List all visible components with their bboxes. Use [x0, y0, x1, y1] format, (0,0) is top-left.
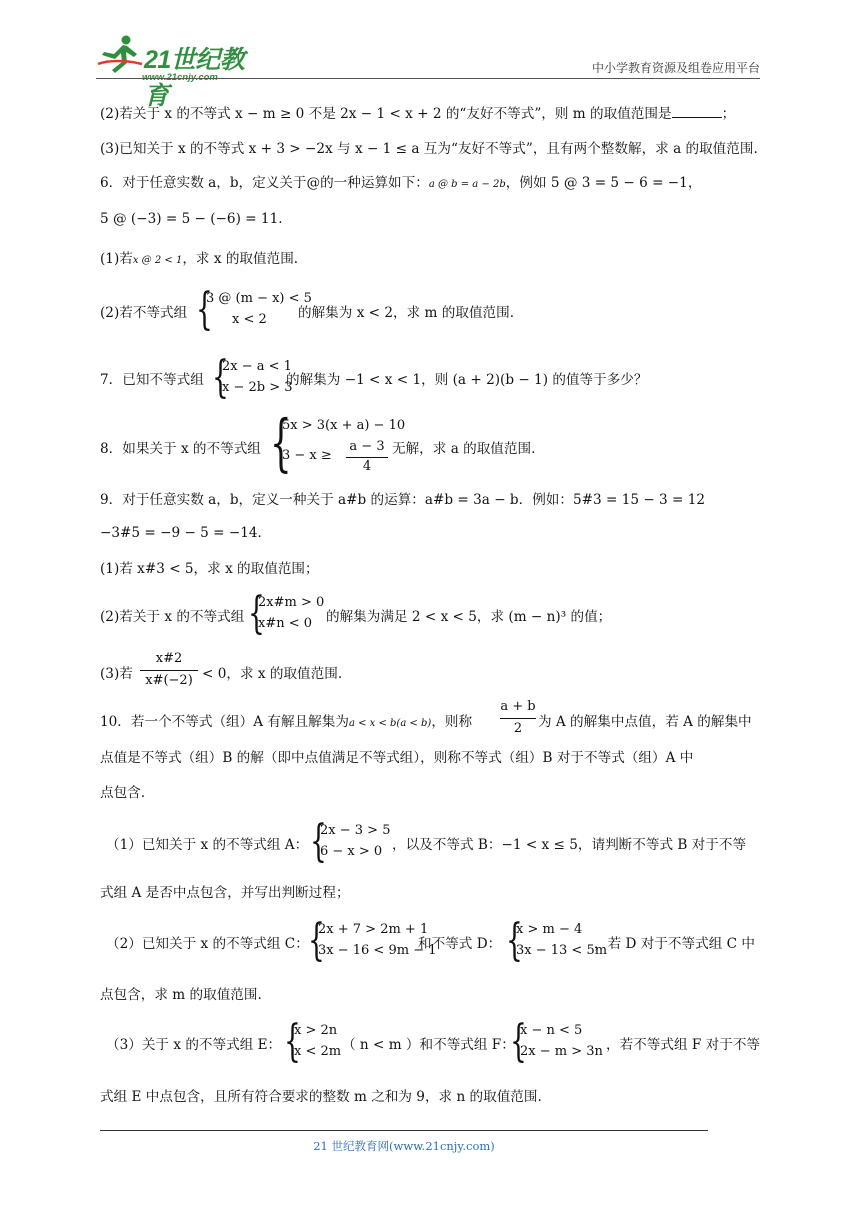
text-segment: (2)若关于 x 的不等式 x − m ≥ 0 不是 2x − 1 < x + 2 的“友好不等式”，则 m 的取值范围是 [100, 106, 672, 122]
brace-icon: { [506, 915, 523, 966]
question-9-example: −3#5 = −9 − 5 = −14． [100, 525, 272, 541]
system-row: 6 − x > 0 [320, 844, 383, 859]
question-10-part-2-mid: 和不等式 D： [418, 936, 502, 952]
question-10-part-2-tail: ，若 D 对于不等式组 C 中 [594, 936, 755, 952]
question-9-part-3-lead: (3)若 [100, 666, 133, 682]
question-5-part-3: (3)已知关于 x 的不等式 x + 3 > −2x 与 x − 1 ≤ a 互为“友好不等式”，且有两个整数解，求 a 的取值范围. [100, 141, 758, 157]
system-row: x#n < 0 [258, 616, 313, 631]
question-8-lead: 8．如果关于 x 的不等式组 [100, 441, 261, 457]
system-row: 3 @ (m − x) < 5 [206, 291, 312, 306]
system-row: x < 2m [294, 1044, 342, 1059]
question-10-intro-tail: 为 A 的解集中点值，若 A 的解集中 [538, 714, 752, 730]
system-row: 2x − 3 > 5 [320, 823, 391, 838]
fraction-bar [500, 718, 536, 719]
question-10-part-2-lead: （2）已知关于 x 的不等式组 C： [106, 936, 309, 952]
question-6-intro [100, 174, 701, 194]
text-segment: ； [721, 106, 736, 122]
question-9-part-2-lead: (2)若关于 x 的不等式组 [100, 609, 245, 625]
system-row: 3x − 16 < 9m − 1 [318, 943, 437, 958]
question-10-part-3-mid: （ n < m ）和不等式组 F： [342, 1037, 515, 1053]
fraction-numerator: x#2 [155, 651, 183, 666]
question-10-part-1-tail: ，以及不等式 B：−1 < x ≤ 5，请判断不等式 B 对于不等 [392, 837, 747, 853]
text-segment: ，求 x 的取值范围. [182, 251, 299, 267]
fraction-bar [346, 457, 388, 458]
fraction-denominator: 4 [362, 459, 372, 474]
question-9-part-3-tail: < 0，求 x 的取值范围. [202, 666, 343, 682]
question-5-part-2 [100, 105, 735, 123]
question-6-part-2-tail: 的解集为 x < 2，求 m 的取值范围. [298, 305, 515, 321]
text-segment: ，则称 [431, 714, 473, 730]
system-row: x > m − 4 [516, 922, 583, 937]
runner-logo-icon [96, 34, 144, 74]
platform-title: 中小学教育资源及组卷应用平台 [591, 61, 760, 75]
brace-icon: { [510, 1016, 527, 1067]
question-6-example: 5 @ (−3) = 5 − (−6) = 11. [100, 211, 283, 227]
fraction-numerator: a − 3 [349, 439, 385, 454]
formula: a < x < b(a < b) [348, 718, 432, 729]
logo [96, 34, 266, 110]
question-9-intro: 9．对于任意实数 a，b，定义一种关于 a#b 的运算：a#b = 3a − b．例如：5#3 = 15 − 3 = 12 [100, 492, 706, 508]
question-10-part-2-line-2: 点包含，求 m 的取值范围. [100, 987, 262, 1003]
text-segment: ，例如 5 @ 3 = 5 − 6 = −1， [505, 175, 702, 191]
system-row: 2x − a < 1 [222, 359, 292, 374]
question-10-part-1-lead: （1）已知关于 x 的不等式组 A： [106, 837, 309, 853]
text-segment: 10．若一个不等式（组）A 有解且解集为 [100, 714, 349, 730]
text-segment: (1)若 [100, 251, 133, 267]
brace-icon: { [308, 915, 325, 966]
brace-icon: { [270, 406, 292, 479]
system-row: x − 2b > 3 [222, 380, 293, 395]
brace-icon: { [284, 1016, 301, 1067]
page-header [96, 26, 760, 110]
fraction-denominator: 2 [513, 721, 523, 736]
system-row: x < 2 [232, 312, 267, 327]
question-7-lead: 7．已知不等式组 [100, 372, 204, 388]
answer-blank [672, 105, 722, 118]
question-6-part-2-lead: (2)若不等式组 [100, 305, 188, 321]
question-10-part-3-line-2: 式组 E 中点包含，且所有符合要求的整数 m 之和为 9，求 n 的取值范围. [100, 1089, 542, 1105]
formula: x @ 2 < 1 [132, 255, 183, 266]
system-row: 2x#m > 0 [258, 595, 325, 610]
question-8-tail: 无解，求 a 的取值范围. [392, 441, 536, 457]
footer-divider [100, 1130, 708, 1131]
question-10-line-2: 点值是不等式（组）B 的解（即中点值满足不等式组），则称不等式（组）B 对于不等式（组）A 中 [100, 750, 694, 766]
brace-icon: { [310, 816, 327, 867]
question-10-part-3-tail: ，若不等式组 F 对于不等 [606, 1037, 761, 1053]
system-row: 2x − m > 3n [520, 1044, 603, 1059]
question-10-line-3: 点包含. [100, 785, 146, 801]
fraction-numerator: a + b [500, 699, 536, 714]
brace-icon: { [212, 352, 229, 403]
brace-icon: { [248, 588, 265, 639]
header-divider [96, 78, 760, 79]
formula: a @ b = a − 2b [428, 179, 506, 190]
footer-text[interactable]: 21 世纪教育网(www.21cnjy.com) [313, 1139, 495, 1153]
system-row: 5x > 3(x + a) − 10 [282, 418, 406, 433]
question-10-intro [100, 713, 472, 733]
question-10-part-1-line-2: 式组 A 是否中点包含，并写出判断过程； [100, 885, 350, 901]
brace-icon: { [196, 284, 213, 335]
question-9-part-2-tail: 的解集为满足 2 < x < 5，求 (m − n)³ 的值； [326, 609, 612, 625]
system-row: x − n < 5 [520, 1023, 583, 1038]
question-10-part-3-lead: （3）关于 x 的不等式组 E： [106, 1037, 282, 1053]
question-7-tail: 的解集为 −1 < x < 1，则 (a + 2)(b − 1) 的值等于多少？ [286, 372, 648, 388]
logo-text: 21世纪教育 [144, 46, 245, 110]
system-row: x > 2n [294, 1023, 338, 1038]
text-segment: 6．对于任意实数 a，b，定义关于@的一种运算如下： [100, 175, 429, 191]
system-row: 2x + 7 > 2m + 1 [318, 922, 429, 937]
fraction-denominator: x#(−2) [145, 673, 193, 688]
system-row: 3x − 13 < 5m [516, 943, 608, 958]
fraction-bar [140, 670, 198, 671]
logo-url: www.21cnjy.com [142, 72, 218, 83]
question-9-part-1: (1)若 x#3 < 5，求 x 的取值范围； [100, 561, 319, 577]
question-6-part-1 [100, 250, 298, 270]
system-row: 3 − x ≥ [282, 448, 332, 463]
